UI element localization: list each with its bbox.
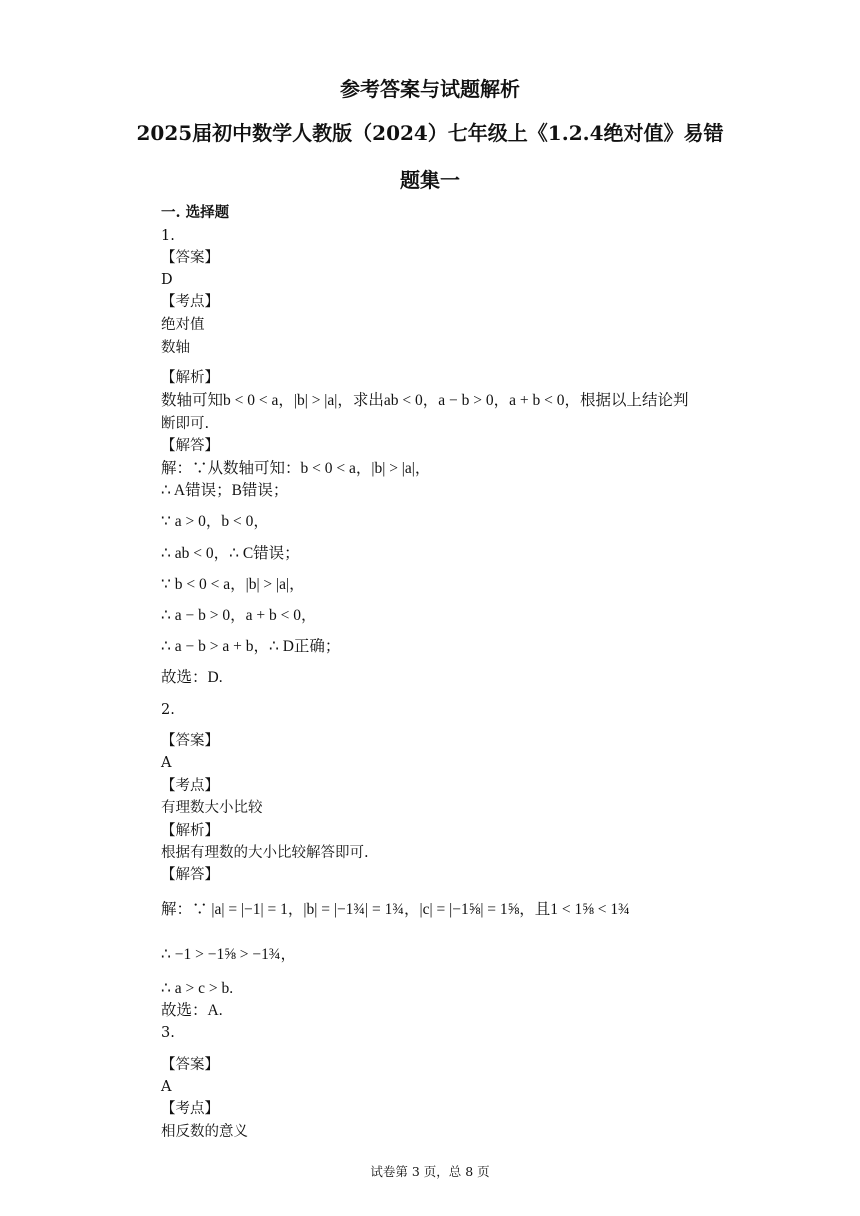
q2-solution-line3: ∴ a > c > b. [161,980,234,997]
doc-subtitle-line1: 2025届初中数学人教版（2024）七年级上《1.2.4绝对值》易错 [136,121,724,145]
q1-solution-line3: ∵ a > 0，b < 0， [161,513,269,530]
q1-analysis-line2: 断即可. [161,416,210,432]
q1-answer: D [161,272,173,288]
doc-title: 参考答案与试题解析 [340,77,520,101]
q2-analysis-tag: 【解析】 [161,823,219,839]
q1-solution-line8: 故选：D. [161,669,223,686]
q2-point-1: 有理数大小比较 [161,800,263,816]
page-footer: 试卷第 3 页，总 8 页 [370,1164,490,1179]
q2-answer-tag: 【答案】 [161,733,219,749]
q1-solution-line7: ∴ a − b > a + b，∴ D正确； [161,638,341,655]
q2-answer: A [161,755,172,771]
q2-solution-line2: ∴ −1 > −1⅝ > −1¾， [161,946,296,963]
q1-point-tag: 【考点】 [161,294,219,310]
q3-point-1: 相反数的意义 [161,1124,248,1140]
q2-number: 2. [161,702,175,718]
q2-point-tag: 【考点】 [161,778,219,794]
q1-solution-line1: 解：∵从数轴可知：b < 0 < a，|b| > |a|， [161,460,431,477]
q2-solution-line4: 故选：A. [161,1002,223,1019]
q2-solution-line1: 解：∵ |a| = |−1| = 1，|b| = |−1¾| = 1¾，|c| = |−1⅝| = 1⅝，且1 < 1⅝ < 1¾ [161,901,630,918]
q2-solution-tag: 【解答】 [161,867,219,883]
q1-solution-line6: ∴ a − b > 0，a + b < 0， [161,607,317,624]
q1-number: 1. [161,228,175,244]
q1-solution-line5: ∵ b < 0 < a，|b| > |a|， [161,576,305,593]
q1-answer-tag: 【答案】 [161,250,219,266]
q3-answer: A [161,1079,172,1095]
q1-point-1: 绝对值 [161,317,205,333]
q3-number: 3. [161,1025,175,1041]
section-heading: 一. 选择题 [161,204,230,221]
q1-solution-line4: ∴ ab < 0，∴ C错误； [161,545,300,562]
q1-solution-tag: 【解答】 [161,438,219,454]
doc-subtitle-line2: 题集一 [400,168,460,192]
q1-analysis-line1: 数轴可知b < 0 < a，|b| > |a|，求出ab < 0，a − b > 0，a + b < 0，根据以上结论判 [161,392,689,409]
q1-point-2: 数轴 [161,340,190,356]
q3-point-tag: 【考点】 [161,1101,219,1117]
q1-analysis-tag: 【解析】 [161,370,219,386]
q2-analysis-line1: 根据有理数的大小比较解答即可. [161,845,369,861]
q1-solution-line2: ∴ A错误；B错误； [161,482,289,499]
q3-answer-tag: 【答案】 [161,1057,219,1073]
